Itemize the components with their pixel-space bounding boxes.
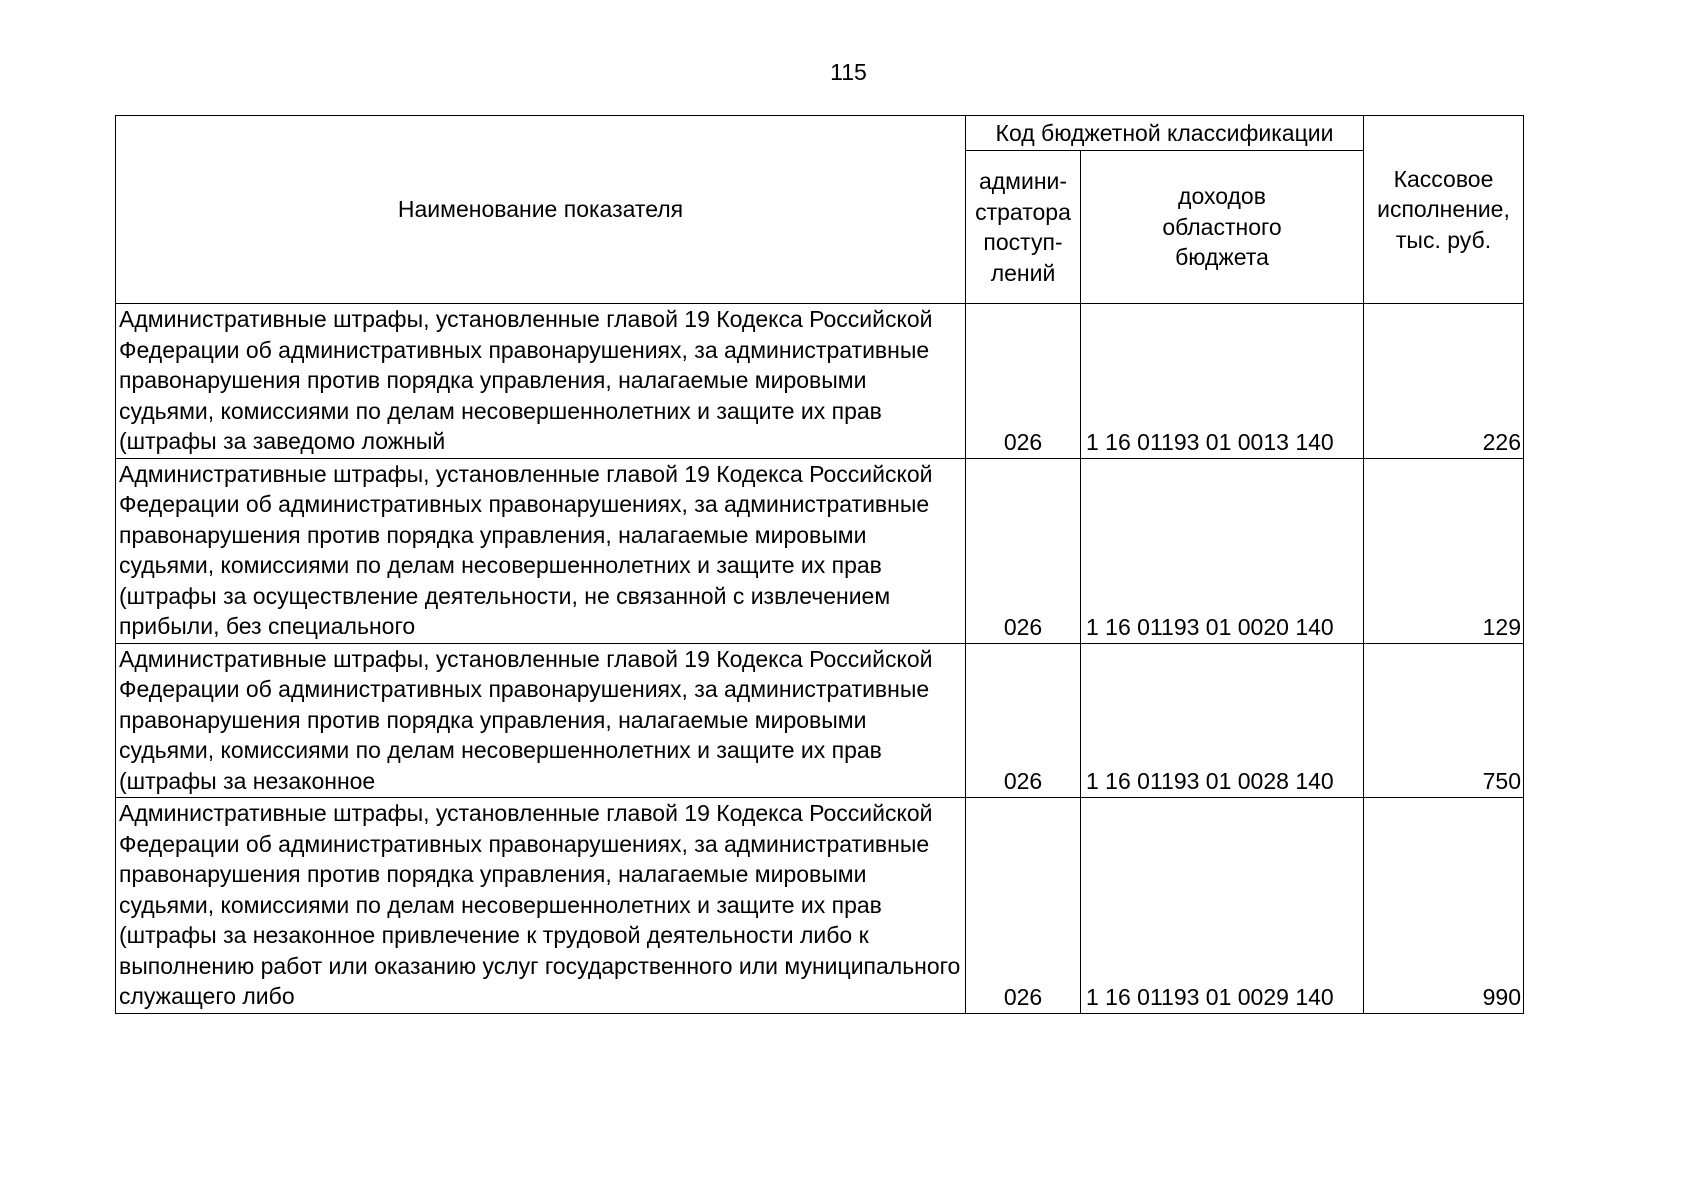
row-amount: 129 <box>1364 458 1524 643</box>
row-amount: 750 <box>1364 643 1524 798</box>
row-admin-code: 026 <box>966 458 1081 643</box>
header-budget-code-group: Код бюджетной классификации <box>966 116 1364 151</box>
header-cash-execution: Кассовое исполнение, тыс. руб. <box>1364 116 1524 304</box>
row-name: Административные штрафы, установленные главой 19 Кодекса Российской Федерации об административных правонарушениях, за административные правонарушения против порядка управления, налагаемые мировыми судьями, комиссиями по делам несовершеннолетних и защите их прав (штрафы за незаконное <box>116 643 966 798</box>
row-revenue-code: 1 16 01193 01 0028 140 <box>1081 643 1364 798</box>
budget-revenue-table <box>115 115 1524 1014</box>
header-indicator-name: Наименование показателя <box>116 116 966 304</box>
row-amount: 226 <box>1364 304 1524 459</box>
header-administrator: админи- стратора поступ- лений <box>966 151 1081 304</box>
header-revenue-code: доходов областного бюджета <box>1081 151 1364 304</box>
row-amount: 990 <box>1364 798 1524 1014</box>
page-number: 115 <box>830 59 867 85</box>
row-name: Административные штрафы, установленные главой 19 Кодекса Российской Федерации об административных правонарушениях, за административные правонарушения против порядка управления, налагаемые мировыми судьями, комиссиями по делам несовершеннолетних и защите их прав (штрафы за заведомо ложный <box>116 304 966 459</box>
row-admin-code: 026 <box>966 798 1081 1014</box>
row-name: Административные штрафы, установленные главой 19 Кодекса Российской Федерации об административных правонарушениях, за административные правонарушения против порядка управления, налагаемые мировыми судьями, комиссиями по делам несовершеннолетних и защите их прав (штрафы за осуществление деятельности, не связанной с извлечением прибыли, без специального <box>116 458 966 643</box>
table-row <box>116 304 1524 459</box>
row-name: Административные штрафы, установленные главой 19 Кодекса Российской Федерации об административных правонарушениях, за административные правонарушения против порядка управления, налагаемые мировыми судьями, комиссиями по делам несовершеннолетних и защите их прав (штрафы за незаконное привлечение к трудовой деятельности либо к выполнению работ или оказанию услуг государственного или муниципального служащего либо <box>116 798 966 1014</box>
row-revenue-code: 1 16 01193 01 0020 140 <box>1081 458 1364 643</box>
row-admin-code: 026 <box>966 304 1081 459</box>
table-row <box>116 458 1524 643</box>
table-row <box>116 798 1524 1014</box>
row-revenue-code: 1 16 01193 01 0029 140 <box>1081 798 1364 1014</box>
row-admin-code: 026 <box>966 643 1081 798</box>
table-row <box>116 643 1524 798</box>
row-revenue-code: 1 16 01193 01 0013 140 <box>1081 304 1364 459</box>
